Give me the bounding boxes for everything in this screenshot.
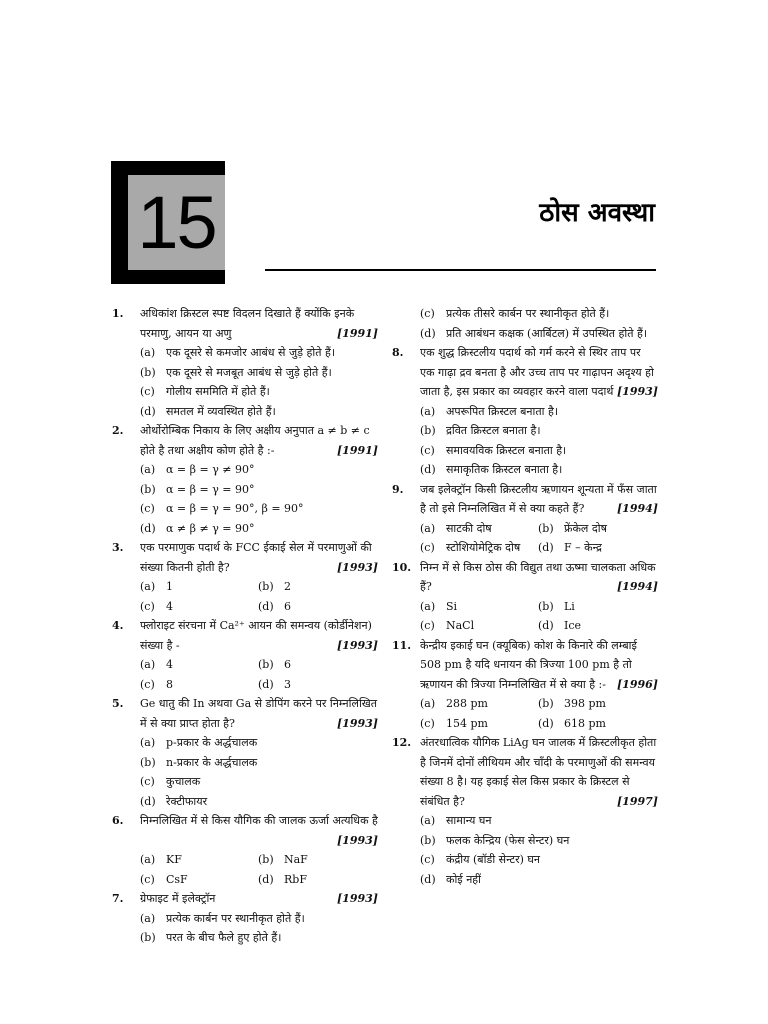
option	[420, 831, 658, 851]
question-text	[420, 733, 658, 811]
chapter-title: ठोस अवस्था	[539, 198, 655, 228]
exam-year: [1993]	[336, 892, 378, 905]
option-text: अपरूपित क्रिस्टल बनाता है।	[446, 404, 558, 418]
option-label: (c)	[420, 619, 435, 632]
option	[140, 597, 258, 617]
question	[392, 343, 658, 480]
option-text: 618 pm	[564, 716, 606, 730]
option-text: फ्रेंकेल दोष	[564, 521, 607, 535]
option-text: CsF	[166, 872, 188, 886]
option	[140, 402, 378, 422]
option-label: (a)	[140, 736, 156, 749]
option-label: (a)	[140, 580, 156, 593]
exam-year: [1997]	[616, 794, 658, 808]
option-label: (c)	[140, 599, 155, 613]
options-grid	[140, 577, 378, 616]
question	[392, 558, 658, 636]
option	[420, 421, 658, 441]
option-label: (a)	[140, 346, 156, 359]
question-text	[140, 304, 378, 343]
question-stem	[112, 694, 378, 733]
question-body: एक शुद्ध क्रिस्टलीय पदार्थ को गर्म करने से स्थिर ताप पर एक गाढ़ा द्रव बनता है और उच्च ताप पर गाढ़ापन अदृश्य हो जाता है, इस प्रकार का व्यवहार करने वाला पदार्थ	[420, 346, 654, 398]
question-body: एक परमाणुक पदार्थ के FCC ईकाई सेल में परमाणुओं की संख्या कितनी होती है?	[140, 541, 372, 574]
question	[392, 636, 658, 734]
option	[140, 753, 378, 773]
option-text: 288 pm	[446, 697, 488, 710]
option-text: 3	[284, 677, 291, 691]
option	[420, 441, 658, 461]
options-list	[140, 733, 378, 811]
option-text: सामान्य घन	[446, 814, 492, 827]
option	[140, 675, 258, 695]
option-label: (d)	[538, 716, 554, 730]
option-text: समतल में व्यवस्थित होते हैं।	[166, 404, 276, 418]
option	[420, 694, 538, 714]
question	[392, 733, 658, 889]
exam-year: [1993]	[336, 560, 378, 574]
options-list	[140, 909, 378, 948]
option	[140, 363, 378, 383]
option-text: 154 pm	[446, 716, 488, 730]
option-text: द्रवित क्रिस्टल बनाता है।	[446, 424, 541, 437]
option	[420, 616, 538, 636]
option-label: (d)	[140, 794, 156, 808]
option-label: (b)	[538, 521, 554, 535]
option	[140, 870, 258, 890]
option-text: कंद्रीय (बॉडी सेन्टर) घन	[446, 853, 540, 866]
option-label: (c)	[140, 677, 155, 691]
option-label: (a)	[420, 404, 436, 418]
exam-year: [1993]	[616, 385, 658, 398]
option	[420, 850, 658, 870]
question-text	[140, 811, 378, 850]
option-label: (a)	[420, 814, 436, 827]
option	[140, 733, 378, 753]
option	[538, 694, 658, 714]
option-label: (d)	[140, 521, 156, 535]
option-text: p-प्रकार के अर्द्धचालक	[166, 736, 258, 749]
option	[538, 616, 658, 636]
options-grid	[420, 694, 658, 733]
option-text: एक दूसरे से मजबूत आबंध से जुड़े होते हैं।	[166, 365, 332, 379]
option-label: (b)	[258, 580, 274, 593]
question-text	[420, 636, 658, 695]
question-body: निम्न में से किस ठोस की विद्युत तथा ऊष्मा चालकता अधिक हैं?	[420, 560, 656, 593]
option	[420, 714, 538, 734]
option	[420, 519, 538, 539]
option-text: Ice	[564, 619, 582, 632]
question-number: 4.	[112, 619, 124, 632]
option	[420, 402, 658, 422]
question	[392, 304, 658, 343]
left-column	[112, 304, 378, 948]
option-text: α = β = γ = 90°, β = 90°	[166, 502, 304, 515]
options-list	[420, 402, 658, 480]
option-label: (b)	[420, 424, 436, 437]
option-text: α ≠ β ≠ γ = 90°	[166, 521, 255, 535]
question-body: ओर्थोरोम्बिक निकाय के लिए अक्षीय अनुपात a ≠ b ≠ c होते है तथा अक्षीय कोण होते है :-	[140, 424, 370, 457]
right-column	[392, 304, 658, 889]
question-number: 3.	[112, 541, 124, 554]
question-text	[420, 343, 658, 402]
question-stem	[112, 616, 378, 655]
options-list	[420, 811, 658, 889]
option-label: (a)	[140, 463, 156, 476]
question	[112, 304, 378, 421]
option-text: Li	[564, 599, 575, 613]
question-stem	[112, 421, 378, 460]
option-text: Si	[446, 599, 458, 613]
option-label: (a)	[140, 853, 156, 866]
option-text: समाकृतिक क्रिस्टल बनाता है।	[446, 463, 563, 476]
option-label: (a)	[420, 697, 436, 710]
option-label: (c)	[420, 716, 435, 730]
option	[140, 460, 378, 480]
option	[538, 714, 658, 734]
question-number: 11.	[392, 638, 412, 652]
option	[140, 343, 378, 363]
option	[140, 499, 378, 519]
question	[112, 811, 378, 889]
option	[140, 519, 378, 539]
option-label: (d)	[420, 326, 436, 340]
question-text	[420, 480, 658, 519]
option	[140, 850, 258, 870]
option	[538, 519, 658, 539]
question-text	[420, 558, 658, 597]
option-text: 8	[166, 677, 173, 691]
option-label: (b)	[140, 755, 156, 769]
option-label: (b)	[140, 482, 156, 496]
question	[112, 538, 378, 616]
question-text	[140, 616, 378, 655]
question-text	[140, 889, 378, 909]
option-text: 4	[166, 658, 173, 671]
question-number: 8.	[392, 346, 404, 359]
option-text: रेक्टीफायर	[166, 794, 208, 808]
option	[140, 772, 378, 792]
option-label: (a)	[420, 521, 436, 535]
option	[258, 870, 378, 890]
option	[420, 324, 658, 344]
option-text: 6	[284, 599, 291, 613]
option-text: RbF	[284, 872, 307, 886]
option-label: (b)	[140, 365, 156, 379]
question	[392, 480, 658, 558]
option	[140, 792, 378, 812]
option	[538, 597, 658, 617]
question-stem	[392, 480, 658, 519]
question-body: अधिकांश क्रिस्टल स्पष्ट विदलन दिखाते हैं क्योंकि इनके परमाणु, आयन या अणु	[140, 307, 355, 340]
option-text: α = β = γ = 90°	[166, 482, 255, 496]
question-stem	[392, 558, 658, 597]
option-text: कोई नहीं	[446, 872, 481, 886]
exam-year: [1994]	[616, 580, 658, 593]
option	[420, 597, 538, 617]
question-stem	[112, 889, 378, 909]
exam-year: [1993]	[336, 638, 378, 652]
option-label: (c)	[140, 872, 155, 886]
question-stem	[112, 304, 378, 343]
option	[420, 460, 658, 480]
option-text: प्रत्येक तीसरे कार्बन पर स्थानीकृत होते हैं।	[446, 307, 610, 320]
option-label: (d)	[420, 463, 436, 476]
option-text: प्रत्येक कार्बन पर स्थानीकृत होते हैं।	[166, 911, 305, 925]
question	[112, 616, 378, 694]
question-stem	[392, 733, 658, 811]
exam-year: [1993]	[336, 716, 378, 730]
question-number: 6.	[112, 814, 124, 827]
chapter-number: 15	[137, 181, 216, 264]
option-text: स्टोशियोमेट्रिक दोष	[446, 541, 521, 554]
question-body: जब इलेक्ट्रॉन किसी क्रिस्टलीय ऋणायन शून्यता में फँस जाता है तो इसे निम्नलिखित में से क्या कहते हैं?	[420, 482, 657, 515]
option-text: 6	[284, 658, 291, 671]
option-label: (d)	[538, 541, 554, 554]
options-grid	[140, 655, 378, 694]
option	[140, 655, 258, 675]
option-text: समावयविक क्रिस्टल बनाता है।	[446, 443, 567, 457]
exam-year: [1996]	[616, 677, 658, 691]
option	[258, 577, 378, 597]
option-label: (c)	[420, 443, 435, 457]
option-label: (c)	[420, 541, 435, 554]
question-body: निम्नलिखित में से किस यौगिक की जालक ऊर्जा अत्यधिक है	[140, 814, 378, 827]
option-label: (a)	[140, 658, 156, 671]
exam-year: [1994]	[616, 502, 658, 515]
chapter-number-badge	[111, 161, 225, 284]
question-body: Ge धातु की In अथवा Ga से डोपिंग करने पर निम्नलिखित में से क्या प्राप्त होता है?	[140, 697, 378, 730]
option	[140, 480, 378, 500]
option-label: (d)	[258, 599, 274, 613]
option-text: 2	[284, 580, 291, 593]
option-text: 4	[166, 599, 173, 613]
option-text: F – केन्द्र	[564, 541, 602, 554]
question-stem	[392, 636, 658, 695]
question	[112, 694, 378, 811]
option-text: 1	[166, 580, 173, 593]
option-label: (b)	[538, 599, 554, 613]
option-label: (c)	[420, 307, 435, 320]
question-number: 5.	[112, 697, 124, 710]
question-number: 2.	[112, 424, 124, 437]
question-body: केन्द्रीय इकाई घन (क्यूबिक) कोश के किनारे की लम्बाई 508 pm है यदि धनायन की त्रिज्या 100 pm है तो ऋणायन की त्रिज्या निम्नलिखित में से क्या है :-	[420, 638, 637, 691]
option-label: (b)	[538, 697, 554, 710]
option-label: (c)	[420, 853, 435, 866]
title-rule	[265, 269, 656, 271]
option	[140, 577, 258, 597]
option-label: (c)	[140, 385, 155, 398]
option	[140, 382, 378, 402]
option	[258, 597, 378, 617]
option	[420, 304, 658, 324]
option-text: प्रति आबंधन कक्षक (आर्बिटल) में उपस्थित होते हैं।	[446, 326, 648, 340]
question-text	[140, 421, 378, 460]
option-label: (a)	[140, 911, 156, 925]
option	[420, 870, 658, 890]
option-label: (d)	[420, 872, 436, 886]
option	[420, 811, 658, 831]
option-text: कुचालक	[166, 775, 201, 788]
question-number: 10.	[392, 560, 412, 574]
question-number: 9.	[392, 482, 404, 496]
options-grid	[420, 519, 658, 558]
options-list	[140, 460, 378, 538]
option	[258, 655, 378, 675]
option-label: (b)	[258, 853, 274, 866]
option-text: फलक केन्द्रिय (फेस सेन्टर) घन	[446, 833, 570, 847]
question-text	[140, 538, 378, 577]
option-label: (c)	[140, 502, 155, 515]
question-stem	[112, 538, 378, 577]
options-grid	[140, 850, 378, 889]
option-text: α = β = γ ≠ 90°	[166, 463, 255, 476]
question-stem	[392, 343, 658, 402]
option-text: NaF	[284, 853, 308, 866]
options-list	[140, 343, 378, 421]
option-label: (b)	[140, 931, 156, 944]
option-label: (d)	[258, 677, 274, 691]
question-body: अंतरधात्विक यौगिक LiAg घन जालक में क्रिस्टलीकृत होता है जिनमें दोनों लीथियम और चाँदी के परमाणुओं की समन्वय संख्या 8 है। यह इकाई सेल किस प्रकार के क्रिस्टल से संबंधित है?	[420, 736, 657, 808]
option	[258, 675, 378, 695]
exam-year: [1991]	[336, 443, 378, 457]
options-grid	[420, 597, 658, 636]
option	[538, 538, 658, 558]
option-text: गोलीय सममिति में होते हैं।	[166, 385, 270, 398]
options-list	[420, 304, 658, 343]
question-number: 7.	[112, 892, 124, 905]
option-text: NaCl	[446, 619, 475, 632]
question-body: फ्लोराइट संरचना में Ca²⁺ आयन की समन्वय (कोर्डीनेशन) संख्या है -	[140, 619, 372, 652]
option-label: (c)	[140, 775, 155, 788]
question-number: 1.	[112, 307, 124, 320]
option-label: (d)	[538, 619, 554, 632]
option-text: एक दूसरे से कमजोर आबंध से जुड़े होते हैं।	[166, 346, 335, 359]
option-text: KF	[166, 853, 182, 866]
question-number: 12.	[392, 736, 412, 749]
option-text: n-प्रकार के अर्द्धचालक	[166, 755, 258, 769]
option-text: 398 pm	[564, 697, 606, 710]
question-body: ग्रेफाइट में इलेक्ट्रॉन	[140, 892, 216, 905]
option-text: साटकी दोष	[446, 521, 492, 535]
option-text: परत के बीच फैले हुए होते हैं।	[166, 931, 282, 944]
option-label: (d)	[140, 404, 156, 418]
option	[140, 909, 378, 929]
exam-year: [1993]	[336, 833, 378, 847]
option-label: (a)	[420, 599, 436, 613]
option	[140, 928, 378, 948]
exam-year: [1991]	[336, 326, 378, 340]
question	[112, 421, 378, 538]
option-label: (b)	[420, 833, 436, 847]
option-label: (d)	[258, 872, 274, 886]
question-text	[140, 694, 378, 733]
option-label: (b)	[258, 658, 274, 671]
question	[112, 889, 378, 948]
option	[258, 850, 378, 870]
question-stem	[112, 811, 378, 850]
option	[420, 538, 538, 558]
